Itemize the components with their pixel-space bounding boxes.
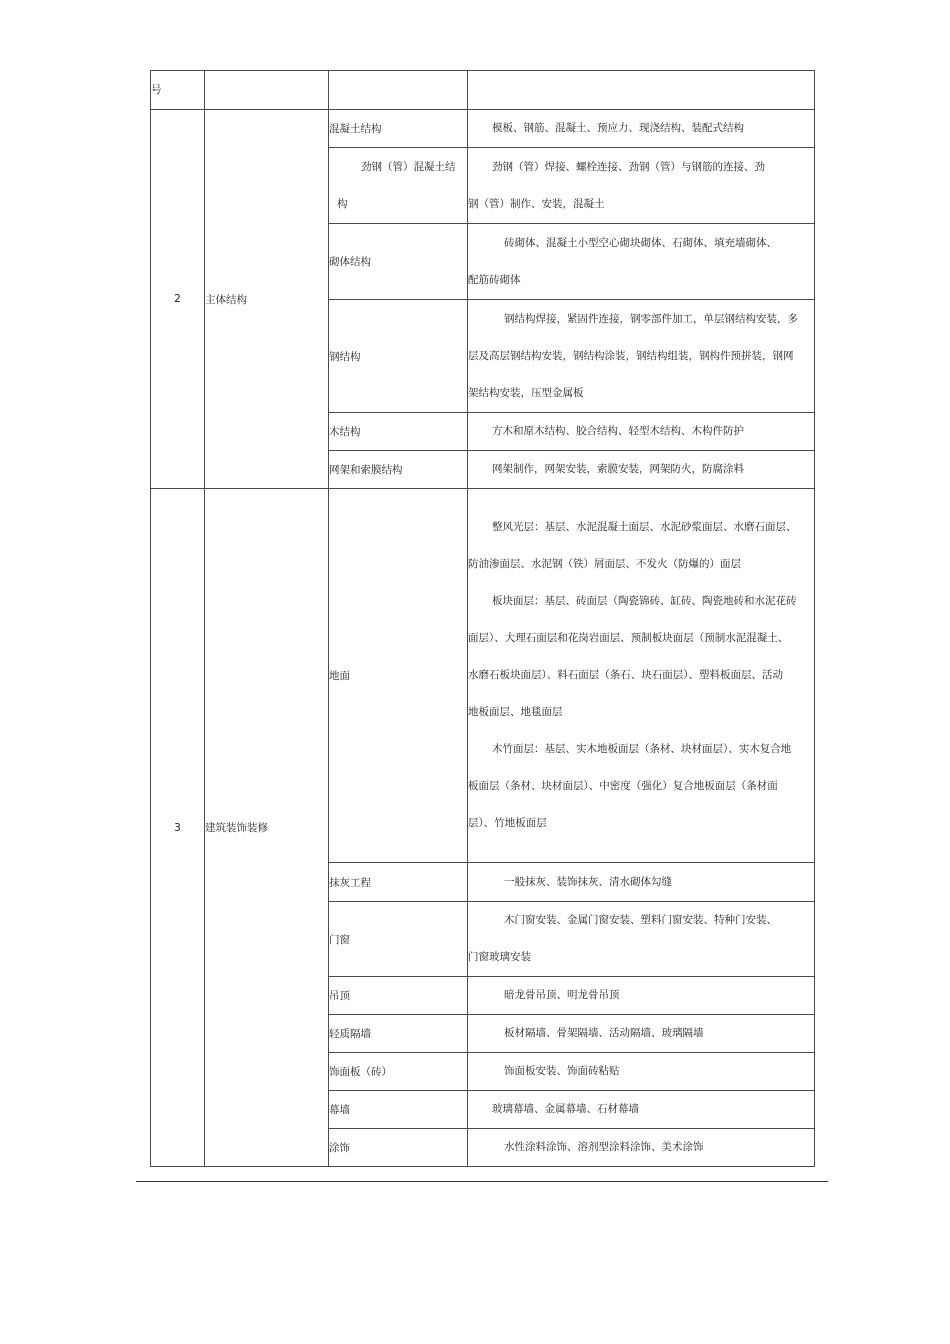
sub-item-name: 吊顶 [329,977,468,1015]
group-name: 主体结构 [205,110,329,489]
empty-header-cell [468,71,815,110]
group-number: 2 [151,110,205,489]
description-line: 木门窗安装、金属门窗安装、塑料门窗安装、特种门安装、 [504,914,777,926]
description-line: 模板、钢筋、混凝土、预应力、现浇结构、装配式结构 [492,122,744,134]
sub-item-name: 抹灰工程 [329,863,468,902]
description-line: 门窗玻璃安装 [468,951,531,963]
sub-item-name: 木结构 [329,413,468,451]
description-line: 地板面层、地毯面层 [468,706,563,718]
construction-quality-table [150,70,815,1167]
description-line: 劲钢（管）焊接、螺栓连接、劲钢（管）与钢筋的连接、劲 [492,160,765,173]
description-line: 钢（管）制作、安装，混凝土 [468,197,605,210]
description-line: 面层）、大理石面层和花岗岩面层、预制板块面层（预制水泥混凝土、 [468,632,789,644]
description-line: 木竹面层：基层、实木地板面层（条材、块材面层）、实木复合地 [492,743,792,755]
sub-item-name: 轻质隔墙 [329,1015,468,1053]
description-line: 玻璃幕墙、金属幕墙、石材幕墙 [492,1103,639,1115]
sub-item-name: 砌体结构 [329,224,468,300]
sub-item-name: 涂饰 [329,1129,468,1167]
sub-item-name: 门窗 [329,902,468,977]
empty-header-cell [329,71,468,110]
description-line: 层）、竹地板面层 [468,817,547,829]
empty-header-cell [205,71,329,110]
footer-rule [136,1181,828,1182]
description-line: 配筋砖砌体 [468,273,521,286]
description-line: 架结构安装，压型金属板 [468,386,584,399]
sub-item-name: 网架和索膜结构 [329,451,468,489]
description-line: 网架制作，网架安装，索膜安装，网架防火，防腐涂料 [492,463,744,475]
description-line: 整风光层：基层、水泥混凝土面层、水泥砂浆面层、水磨石面层、 [492,521,797,533]
description-line: 饰面板安装、饰面砖粘贴 [504,1065,620,1077]
sub-item-name: 构 [337,197,348,210]
description-line: 板材隔墙、骨架隔墙、活动隔墙、玻璃隔墙 [504,1027,704,1039]
sub-item-name: 饰面板（砖） [329,1053,468,1091]
description-line: 板面层（条材、块材面层）、中密度（强化）复合地板面层（条材面 [468,780,778,792]
table-row [151,489,815,863]
description-line: 板块面层：基层、砖面层（陶瓷锦砖、缸砖、陶瓷地砖和水泥花砖 [492,595,797,607]
sub-item-name: 混凝土结构 [329,110,468,148]
sub-item-name: 钢结构 [329,300,468,413]
description-line: 水磨石板块面层）、料石面层（条石、块石面层）、塑料板面层、活动 [468,669,783,681]
description-line: 方木和原木结构、胶合结构、轻型木结构、木构件防护 [492,425,744,437]
description-line: 钢结构焊接，紧固件连接，钢零部件加工，单层钢结构安装，多 [504,312,798,325]
description-line: 暗龙骨吊顶、明龙骨吊顶 [504,989,620,1001]
description-line: 一般抹灰、装饰抹灰、清水砌体勾缝 [504,875,672,888]
sub-item-name: 劲钢（管）混凝土结 [361,160,456,173]
table-header-row [151,71,815,110]
group-name: 建筑装饰装修 [205,489,329,1167]
number-header-fragment: 号 [151,71,205,110]
sub-item-name: 地面 [329,489,468,863]
group-number: 3 [151,489,205,1167]
description-line: 水性涂料涂饰、溶剂型涂料涂饰、美术涂饰 [504,1141,704,1153]
description-line: 层及高层钢结构安装，钢结构涂装，钢结构组装，钢构件预拼装，钢网 [468,349,794,362]
table-row [151,110,815,148]
description-line: 砖砌体、混凝土小型空心砌块砌体、石砌体、填充墙砌体、 [504,236,777,249]
sub-item-name: 幕墙 [329,1091,468,1129]
description-line: 防油渗面层、水泥钢（铁）屑面层、不发火（防爆的）面层 [468,558,741,570]
